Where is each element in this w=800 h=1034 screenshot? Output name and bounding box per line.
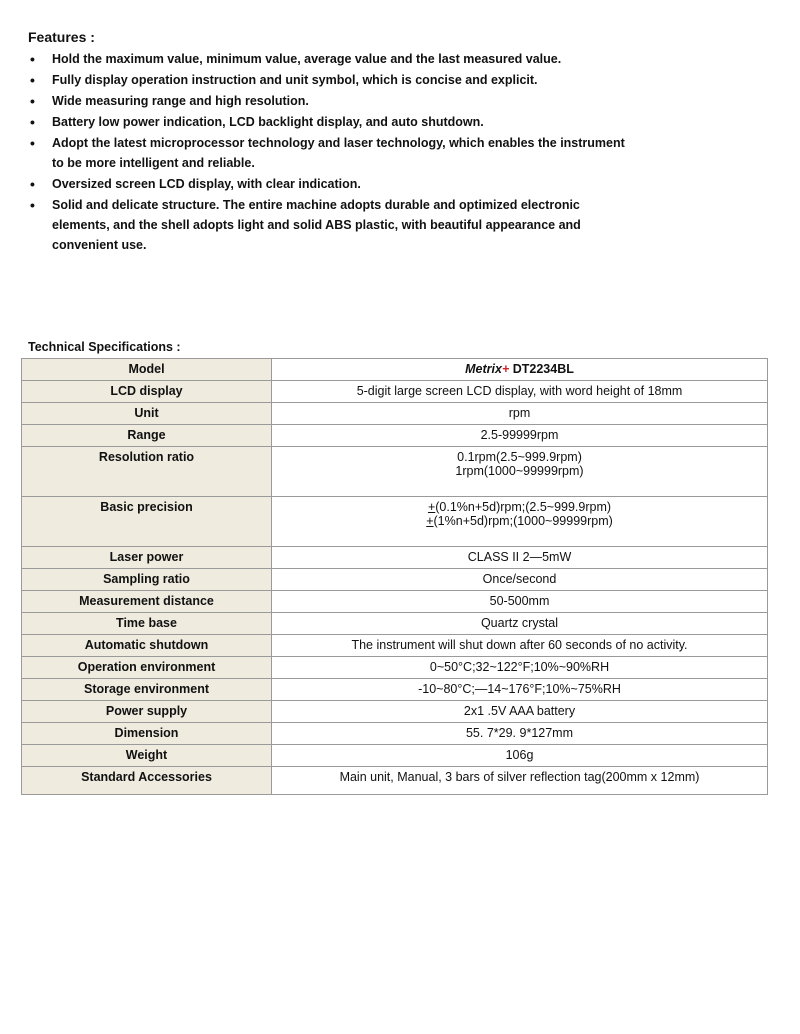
spec-value: 106g [272, 745, 768, 767]
spec-value: 55. 7*29. 9*127mm [272, 723, 768, 745]
table-row [22, 657, 768, 679]
model-value [272, 359, 768, 381]
table-row [22, 425, 768, 447]
feature-item: • Battery low power indication, LCD backlight display, and auto shutdown. [28, 112, 628, 132]
tech-specs-heading: Technical Specifications : [28, 340, 181, 354]
spec-label: Sampling ratio [22, 569, 272, 591]
brand-plus: + [501, 362, 510, 376]
feature-item: • Wide measuring range and high resolution. [28, 91, 628, 111]
table-row [22, 679, 768, 701]
table-row [22, 723, 768, 745]
feature-item: • Adopt the latest microprocessor technology and laser technology, which enables the instrument to be more intelligent and reliable. [28, 133, 628, 173]
spec-label: Automatic shutdown [22, 635, 272, 657]
table-row [22, 591, 768, 613]
spec-label: Dimension [22, 723, 272, 745]
specs-table [21, 358, 768, 795]
table-row [22, 447, 768, 497]
spec-label: Range [22, 425, 272, 447]
spec-label: Time base [22, 613, 272, 635]
model-label: Model [22, 359, 272, 381]
table-row [22, 381, 768, 403]
feature-item: • Oversized screen LCD display, with clear indication. [28, 174, 628, 194]
spec-label: Resolution ratio [22, 447, 272, 497]
spec-value: Once/second [272, 569, 768, 591]
feature-item: • Solid and delicate structure. The entire machine adopts durable and optimized electronic elements, and the shell adopts light and solid ABS plastic, with beautiful appearance and convenient use. [28, 195, 628, 255]
brand-name: Metrix [465, 362, 502, 376]
spec-value: 2.5-99999rpm [272, 425, 768, 447]
spec-value: The instrument will shut down after 60 seconds of no activity. [272, 635, 768, 657]
spec-value [272, 447, 768, 497]
spec-value: rpm [272, 403, 768, 425]
spec-label: Power supply [22, 701, 272, 723]
spec-value-line: 0.1rpm(2.5~999.9rpm) [457, 450, 582, 464]
table-row [22, 497, 768, 547]
table-header-row [22, 359, 768, 381]
spec-label: Standard Accessories [22, 767, 272, 795]
spec-value-line: 1rpm(1000~99999rpm) [455, 464, 584, 478]
spec-value-text: (0.1%n+5d)rpm;(2.5~999.9rpm) [435, 500, 612, 514]
table-row [22, 701, 768, 723]
model-number: DT2234BL [509, 362, 574, 376]
table-row [22, 745, 768, 767]
features-list [28, 49, 628, 256]
spec-value: -10~80°C;—14~176°F;10%~75%RH [272, 679, 768, 701]
table-row [22, 635, 768, 657]
table-row [22, 767, 768, 795]
spec-value: Quartz crystal [272, 613, 768, 635]
spec-label: Basic precision [22, 497, 272, 547]
features-heading: Features : [28, 29, 95, 45]
spec-label: Unit [22, 403, 272, 425]
spec-value-line [278, 514, 761, 528]
spec-label: Operation environment [22, 657, 272, 679]
spec-label: Storage environment [22, 679, 272, 701]
spec-value-line [278, 500, 761, 514]
spec-value [272, 497, 768, 547]
table-row [22, 613, 768, 635]
plus-minus-sign: + [427, 500, 436, 514]
spec-label: Measurement distance [22, 591, 272, 613]
spec-label: Weight [22, 745, 272, 767]
spec-value: 2x1 .5V AAA battery [272, 701, 768, 723]
spec-label: Laser power [22, 547, 272, 569]
spec-value: 0~50°C;32~122°F;10%~90%RH [272, 657, 768, 679]
spec-value: Main unit, Manual, 3 bars of silver reflection tag(200mm x 12mm) [272, 767, 768, 795]
feature-item: • Hold the maximum value, minimum value, average value and the last measured value. [28, 49, 628, 69]
spec-value-text: (1%n+5d)rpm;(1000~99999rpm) [433, 514, 613, 528]
table-row [22, 569, 768, 591]
spec-value: CLASS II 2—5mW [272, 547, 768, 569]
plus-minus-sign: + [426, 514, 434, 528]
spec-value: 50-500mm [272, 591, 768, 613]
table-row [22, 403, 768, 425]
spec-value: 5-digit large screen LCD display, with word height of 18mm [272, 381, 768, 403]
spec-label: LCD display [22, 381, 272, 403]
feature-item: • Fully display operation instruction and unit symbol, which is concise and explicit. [28, 70, 628, 90]
table-row [22, 547, 768, 569]
